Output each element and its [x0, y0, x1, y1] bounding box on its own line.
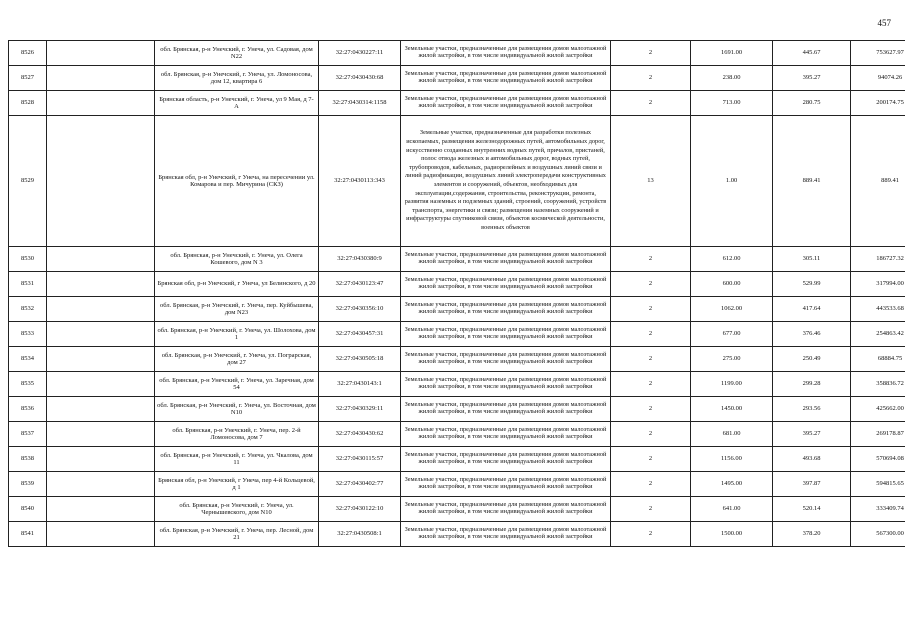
area-cell: 681.00 [691, 422, 773, 447]
row-number-cell: 8535 [9, 372, 47, 397]
row-number-cell: 8537 [9, 422, 47, 447]
empty-cell [47, 91, 155, 116]
area-cell: 1156.00 [691, 447, 773, 472]
table-row [9, 372, 905, 397]
table-body [9, 41, 905, 547]
table-row [9, 497, 905, 522]
empty-cell [47, 372, 155, 397]
empty-cell [47, 447, 155, 472]
land-use-cell: Земельные участки, предназначенные для размещения домов малоэтажной жилой застройки, в том числе индивидуальной жилой застройки [401, 347, 611, 372]
land-use-cell: Земельные участки, предназначенные для размещения домов малоэтажной жилой застройки, в том числе индивидуальной жилой застройки [401, 372, 611, 397]
area-cell: 1450.00 [691, 397, 773, 422]
specific-value-cell: 529.99 [773, 272, 851, 297]
cadastral-value-cell: 443533.68 [851, 297, 905, 322]
cadastral-number-cell: 32:27:0430380:9 [319, 247, 401, 272]
table-row [9, 41, 905, 66]
category-code-cell: 2 [611, 422, 691, 447]
cadastral-number-cell: 32:27:0430123:47 [319, 272, 401, 297]
address-cell: обл. Брянская, р-н Унечский, г. Унеча, ул. Шолохова, дом 1 [155, 322, 319, 347]
table-row [9, 272, 905, 297]
cadastral-number-cell: 32:27:0430430:62 [319, 422, 401, 447]
category-code-cell: 2 [611, 297, 691, 322]
cadastral-number-cell: 32:27:0430113:343 [319, 116, 401, 247]
cadastral-value-cell: 358836.72 [851, 372, 905, 397]
area-cell: 275.00 [691, 347, 773, 372]
category-code-cell: 2 [611, 322, 691, 347]
land-use-cell: Земельные участки, предназначенные для размещения домов малоэтажной жилой застройки, в том числе индивидуальной жилой застройки [401, 297, 611, 322]
cadastral-value-cell: 753627.97 [851, 41, 905, 66]
address-cell: обл. Брянская, р-н Унечский, г. Унеча, пер. 2-й Ломоносова, дом 7 [155, 422, 319, 447]
row-number-cell: 8531 [9, 272, 47, 297]
category-code-cell: 2 [611, 497, 691, 522]
category-code-cell: 2 [611, 347, 691, 372]
address-cell: обл. Брянская, р-н Унечский, г. Унеча, ул. Садовая, дом N22 [155, 41, 319, 66]
address-cell: Брянская обл, р-н Унечский, г Унеча, пер 4-й Кольцевой, д 1 [155, 472, 319, 497]
specific-value-cell: 395.27 [773, 422, 851, 447]
empty-cell [47, 422, 155, 447]
row-number-cell: 8534 [9, 347, 47, 372]
cadastral-number-cell: 32:27:0430457:31 [319, 322, 401, 347]
table-row [9, 297, 905, 322]
category-code-cell: 2 [611, 247, 691, 272]
category-code-cell: 2 [611, 91, 691, 116]
category-code-cell: 2 [611, 41, 691, 66]
table-row [9, 447, 905, 472]
area-cell: 713.00 [691, 91, 773, 116]
address-cell: обл. Брянская, р-н Унечский, г. Унеча, ул. Чернышевского, дом N10 [155, 497, 319, 522]
cadastral-number-cell: 32:27:0430314:1158 [319, 91, 401, 116]
specific-value-cell: 417.64 [773, 297, 851, 322]
address-cell: обл. Брянская, р-н Унечский, г. Унеча, ул. Олега Кошевого, дом N 3 [155, 247, 319, 272]
address-cell: Брянская область, р-н Унечский, г. Унеча, ул 9 Мая, д 7-А [155, 91, 319, 116]
empty-cell [47, 272, 155, 297]
cadastral-value-cell: 317994.00 [851, 272, 905, 297]
area-cell: 600.00 [691, 272, 773, 297]
row-number-cell: 8529 [9, 116, 47, 247]
empty-cell [47, 347, 155, 372]
table-row [9, 247, 905, 272]
table-row [9, 397, 905, 422]
table-row [9, 322, 905, 347]
cadastral-number-cell: 32:27:0430122:10 [319, 497, 401, 522]
address-cell: обл. Брянская, р-н Унечский, г. Унеча, пер. Куйбышева, дом N23 [155, 297, 319, 322]
page-number: 457 [877, 18, 891, 28]
row-number-cell: 8533 [9, 322, 47, 347]
cadastral-value-cell: 570694.08 [851, 447, 905, 472]
cadastral-value-cell: 186727.32 [851, 247, 905, 272]
cadastral-value-cell: 567300.00 [851, 522, 905, 547]
land-use-cell: Земельные участки, предназначенные для размещения домов малоэтажной жилой застройки, в том числе индивидуальной жилой застройки [401, 447, 611, 472]
cadastral-value-cell: 200174.75 [851, 91, 905, 116]
land-use-cell: Земельные участки, предназначенные для размещения домов малоэтажной жилой застройки, в том числе индивидуальной жилой застройки [401, 322, 611, 347]
area-cell: 1062.00 [691, 297, 773, 322]
table-row [9, 522, 905, 547]
specific-value-cell: 305.11 [773, 247, 851, 272]
land-use-cell: Земельные участки, предназначенные для размещения домов малоэтажной жилой застройки, в том числе индивидуальной жилой застройки [401, 41, 611, 66]
area-cell: 1.00 [691, 116, 773, 247]
empty-cell [47, 322, 155, 347]
address-cell: обл. Брянская, р-н Унечский, г. Унеча, ул. Заречная, дом 54 [155, 372, 319, 397]
table-row [9, 472, 905, 497]
specific-value-cell: 889.41 [773, 116, 851, 247]
area-cell: 641.00 [691, 497, 773, 522]
area-cell: 1495.00 [691, 472, 773, 497]
cadastral-value-cell: 254863.42 [851, 322, 905, 347]
cadastral-value-cell: 68884.75 [851, 347, 905, 372]
area-cell: 1691.00 [691, 41, 773, 66]
row-number-cell: 8540 [9, 497, 47, 522]
cadastral-number-cell: 32:27:0430227:11 [319, 41, 401, 66]
land-use-cell: Земельные участки, предназначенные для размещения домов малоэтажной жилой застройки, в том числе индивидуальной жилой застройки [401, 91, 611, 116]
land-use-cell: Земельные участки, предназначенные для размещения домов малоэтажной жилой застройки, в том числе индивидуальной жилой застройки [401, 522, 611, 547]
row-number-cell: 8536 [9, 397, 47, 422]
area-cell: 238.00 [691, 66, 773, 91]
cadastral-number-cell: 32:27:0430508:1 [319, 522, 401, 547]
specific-value-cell: 397.87 [773, 472, 851, 497]
table-row [9, 91, 905, 116]
row-number-cell: 8541 [9, 522, 47, 547]
land-use-cell: Земельные участки, предназначенные для размещения домов малоэтажной жилой застройки, в том числе индивидуальной жилой застройки [401, 272, 611, 297]
category-code-cell: 2 [611, 522, 691, 547]
empty-cell [47, 247, 155, 272]
category-code-cell: 2 [611, 472, 691, 497]
row-number-cell: 8539 [9, 472, 47, 497]
cadastral-number-cell: 32:27:0430402:77 [319, 472, 401, 497]
area-cell: 1199.00 [691, 372, 773, 397]
row-number-cell: 8532 [9, 297, 47, 322]
empty-cell [47, 41, 155, 66]
land-use-cell: Земельные участки, предназначенные для размещения домов малоэтажной жилой застройки, в том числе индивидуальной жилой застройки [401, 397, 611, 422]
category-code-cell: 13 [611, 116, 691, 247]
empty-cell [47, 522, 155, 547]
land-use-cell: Земельные участки, предназначенные для размещения домов малоэтажной жилой застройки, в том числе индивидуальной жилой застройки [401, 247, 611, 272]
table-row [9, 347, 905, 372]
category-code-cell: 2 [611, 272, 691, 297]
empty-cell [47, 497, 155, 522]
empty-cell [47, 116, 155, 247]
land-use-cell: Земельные участки, предназначенные для разработки полезных ископаемых, размещения железнодорожных путей, автомобильных дорог, искусственно созданных внутренних водных путей, причалов, пристаней, полос отвода железных и автомобильных дорог, водных путей, трубопроводов, кабельных, радиорелейных и воздушных линий связи и линий радиофикации, воздушных линий электропередачи конструктивных элементов и сооружений, объектов, необходимых для эксплуатации,содержания, строительства, реконструкции, ремонта, развития наземных и подземных зданий, строений, сооружений, устройств транспорта, энергетики и связи; размещения наземных сооружений и инфраструктуры спутниковой связи, объектов космической деятельности, военных объектов [401, 116, 611, 247]
cadastral-value-cell: 269178.87 [851, 422, 905, 447]
cadastral-value-cell: 889.41 [851, 116, 905, 247]
cadastral-number-cell: 32:27:0430356:10 [319, 297, 401, 322]
specific-value-cell: 378.20 [773, 522, 851, 547]
land-use-cell: Земельные участки, предназначенные для размещения домов малоэтажной жилой застройки, в том числе индивидуальной жилой застройки [401, 472, 611, 497]
cadastral-number-cell: 32:27:0430143:1 [319, 372, 401, 397]
specific-value-cell: 395.27 [773, 66, 851, 91]
table-row [9, 66, 905, 91]
category-code-cell: 2 [611, 66, 691, 91]
address-cell: обл. Брянская, р-н Унечский, г. Унеча, ул. Восточная, дом N10 [155, 397, 319, 422]
empty-cell [47, 66, 155, 91]
address-cell: обл. Брянская, р-н Унечский, г. Унеча, ул. Ломоносова, дом 12, квартира 6 [155, 66, 319, 91]
specific-value-cell: 280.75 [773, 91, 851, 116]
address-cell: обл. Брянская, р-н Унечский, г. Унеча, пер. Лесной, дом 21 [155, 522, 319, 547]
address-cell: обл. Брянская, р-н Унечский, г. Унеча, ул. Чкалова, дом 11 [155, 447, 319, 472]
land-use-cell: Земельные участки, предназначенные для размещения домов малоэтажной жилой застройки, в том числе индивидуальной жилой застройки [401, 66, 611, 91]
category-code-cell: 2 [611, 447, 691, 472]
cadastral-value-table [8, 40, 905, 547]
specific-value-cell: 493.68 [773, 447, 851, 472]
empty-cell [47, 297, 155, 322]
specific-value-cell: 293.56 [773, 397, 851, 422]
empty-cell [47, 472, 155, 497]
land-use-cell: Земельные участки, предназначенные для размещения домов малоэтажной жилой застройки, в том числе индивидуальной жилой застройки [401, 422, 611, 447]
category-code-cell: 2 [611, 372, 691, 397]
row-number-cell: 8528 [9, 91, 47, 116]
row-number-cell: 8530 [9, 247, 47, 272]
area-cell: 1500.00 [691, 522, 773, 547]
cadastral-value-cell: 94074.26 [851, 66, 905, 91]
table-row [9, 422, 905, 447]
cadastral-number-cell: 32:27:0430115:57 [319, 447, 401, 472]
address-cell: Брянская обл, р-н Унечский, г Унеча, ул Белинского, д 20 [155, 272, 319, 297]
specific-value-cell: 520.14 [773, 497, 851, 522]
table-row [9, 116, 905, 247]
cadastral-number-cell: 32:27:0430329:11 [319, 397, 401, 422]
row-number-cell: 8526 [9, 41, 47, 66]
address-cell: Брянская обл, р-н Унечский, г Унеча, на пересечении ул. Комарова и пер. Мичурина (СКЗ) [155, 116, 319, 247]
cadastral-value-cell: 425662.00 [851, 397, 905, 422]
row-number-cell: 8538 [9, 447, 47, 472]
land-use-cell: Земельные участки, предназначенные для размещения домов малоэтажной жилой застройки, в том числе индивидуальной жилой застройки [401, 497, 611, 522]
address-cell: обл. Брянская, р-н Унечский, г. Унеча, ул. Пограрская, дом 27 [155, 347, 319, 372]
area-cell: 612.00 [691, 247, 773, 272]
cadastral-number-cell: 32:27:0430430:68 [319, 66, 401, 91]
category-code-cell: 2 [611, 397, 691, 422]
area-cell: 677.00 [691, 322, 773, 347]
specific-value-cell: 445.67 [773, 41, 851, 66]
cadastral-value-cell: 333409.74 [851, 497, 905, 522]
specific-value-cell: 376.46 [773, 322, 851, 347]
cadastral-value-cell: 594815.65 [851, 472, 905, 497]
empty-cell [47, 397, 155, 422]
cadastral-number-cell: 32:27:0430505:18 [319, 347, 401, 372]
row-number-cell: 8527 [9, 66, 47, 91]
specific-value-cell: 250.49 [773, 347, 851, 372]
specific-value-cell: 299.28 [773, 372, 851, 397]
